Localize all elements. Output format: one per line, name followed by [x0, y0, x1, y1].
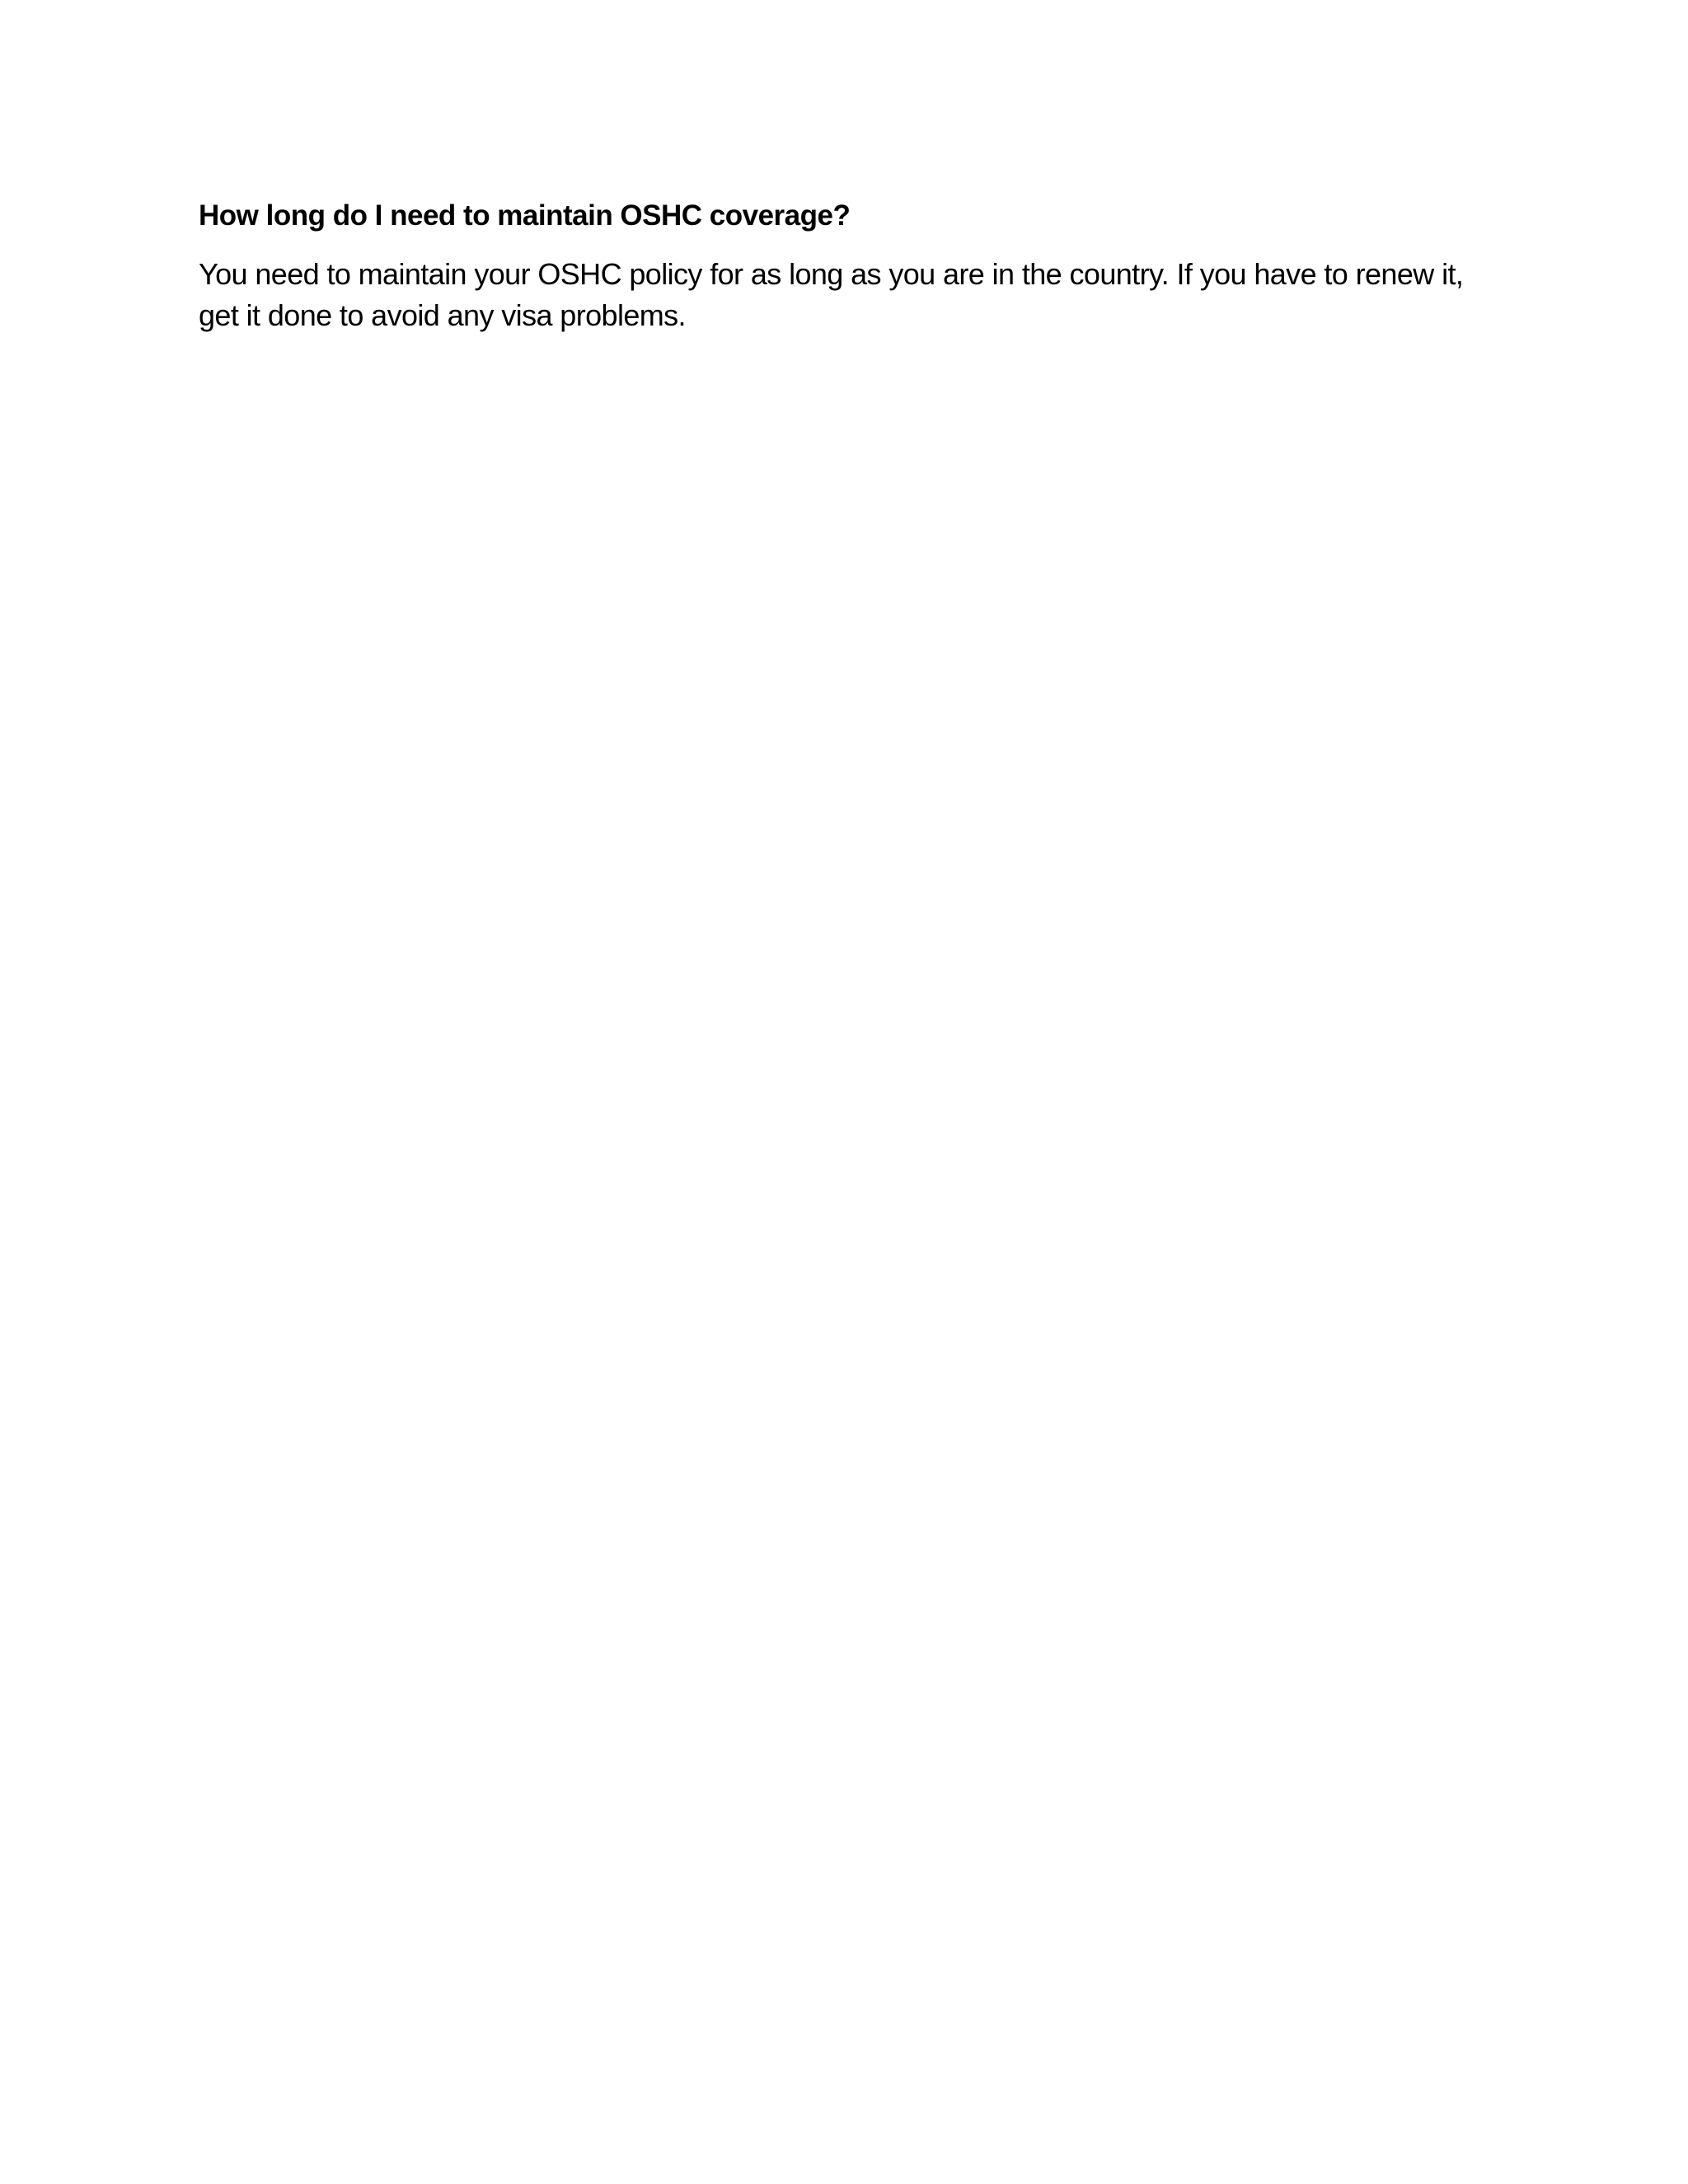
faq-question-heading: How long do I need to maintain OSHC coverage?: [199, 199, 851, 232]
document-content: [199, 194, 1501, 336]
faq-answer-paragraph: You need to maintain your OSHC policy for as long as you are in the country. If you have to renew it, get it done to avoid any visa problems.: [199, 257, 1464, 332]
